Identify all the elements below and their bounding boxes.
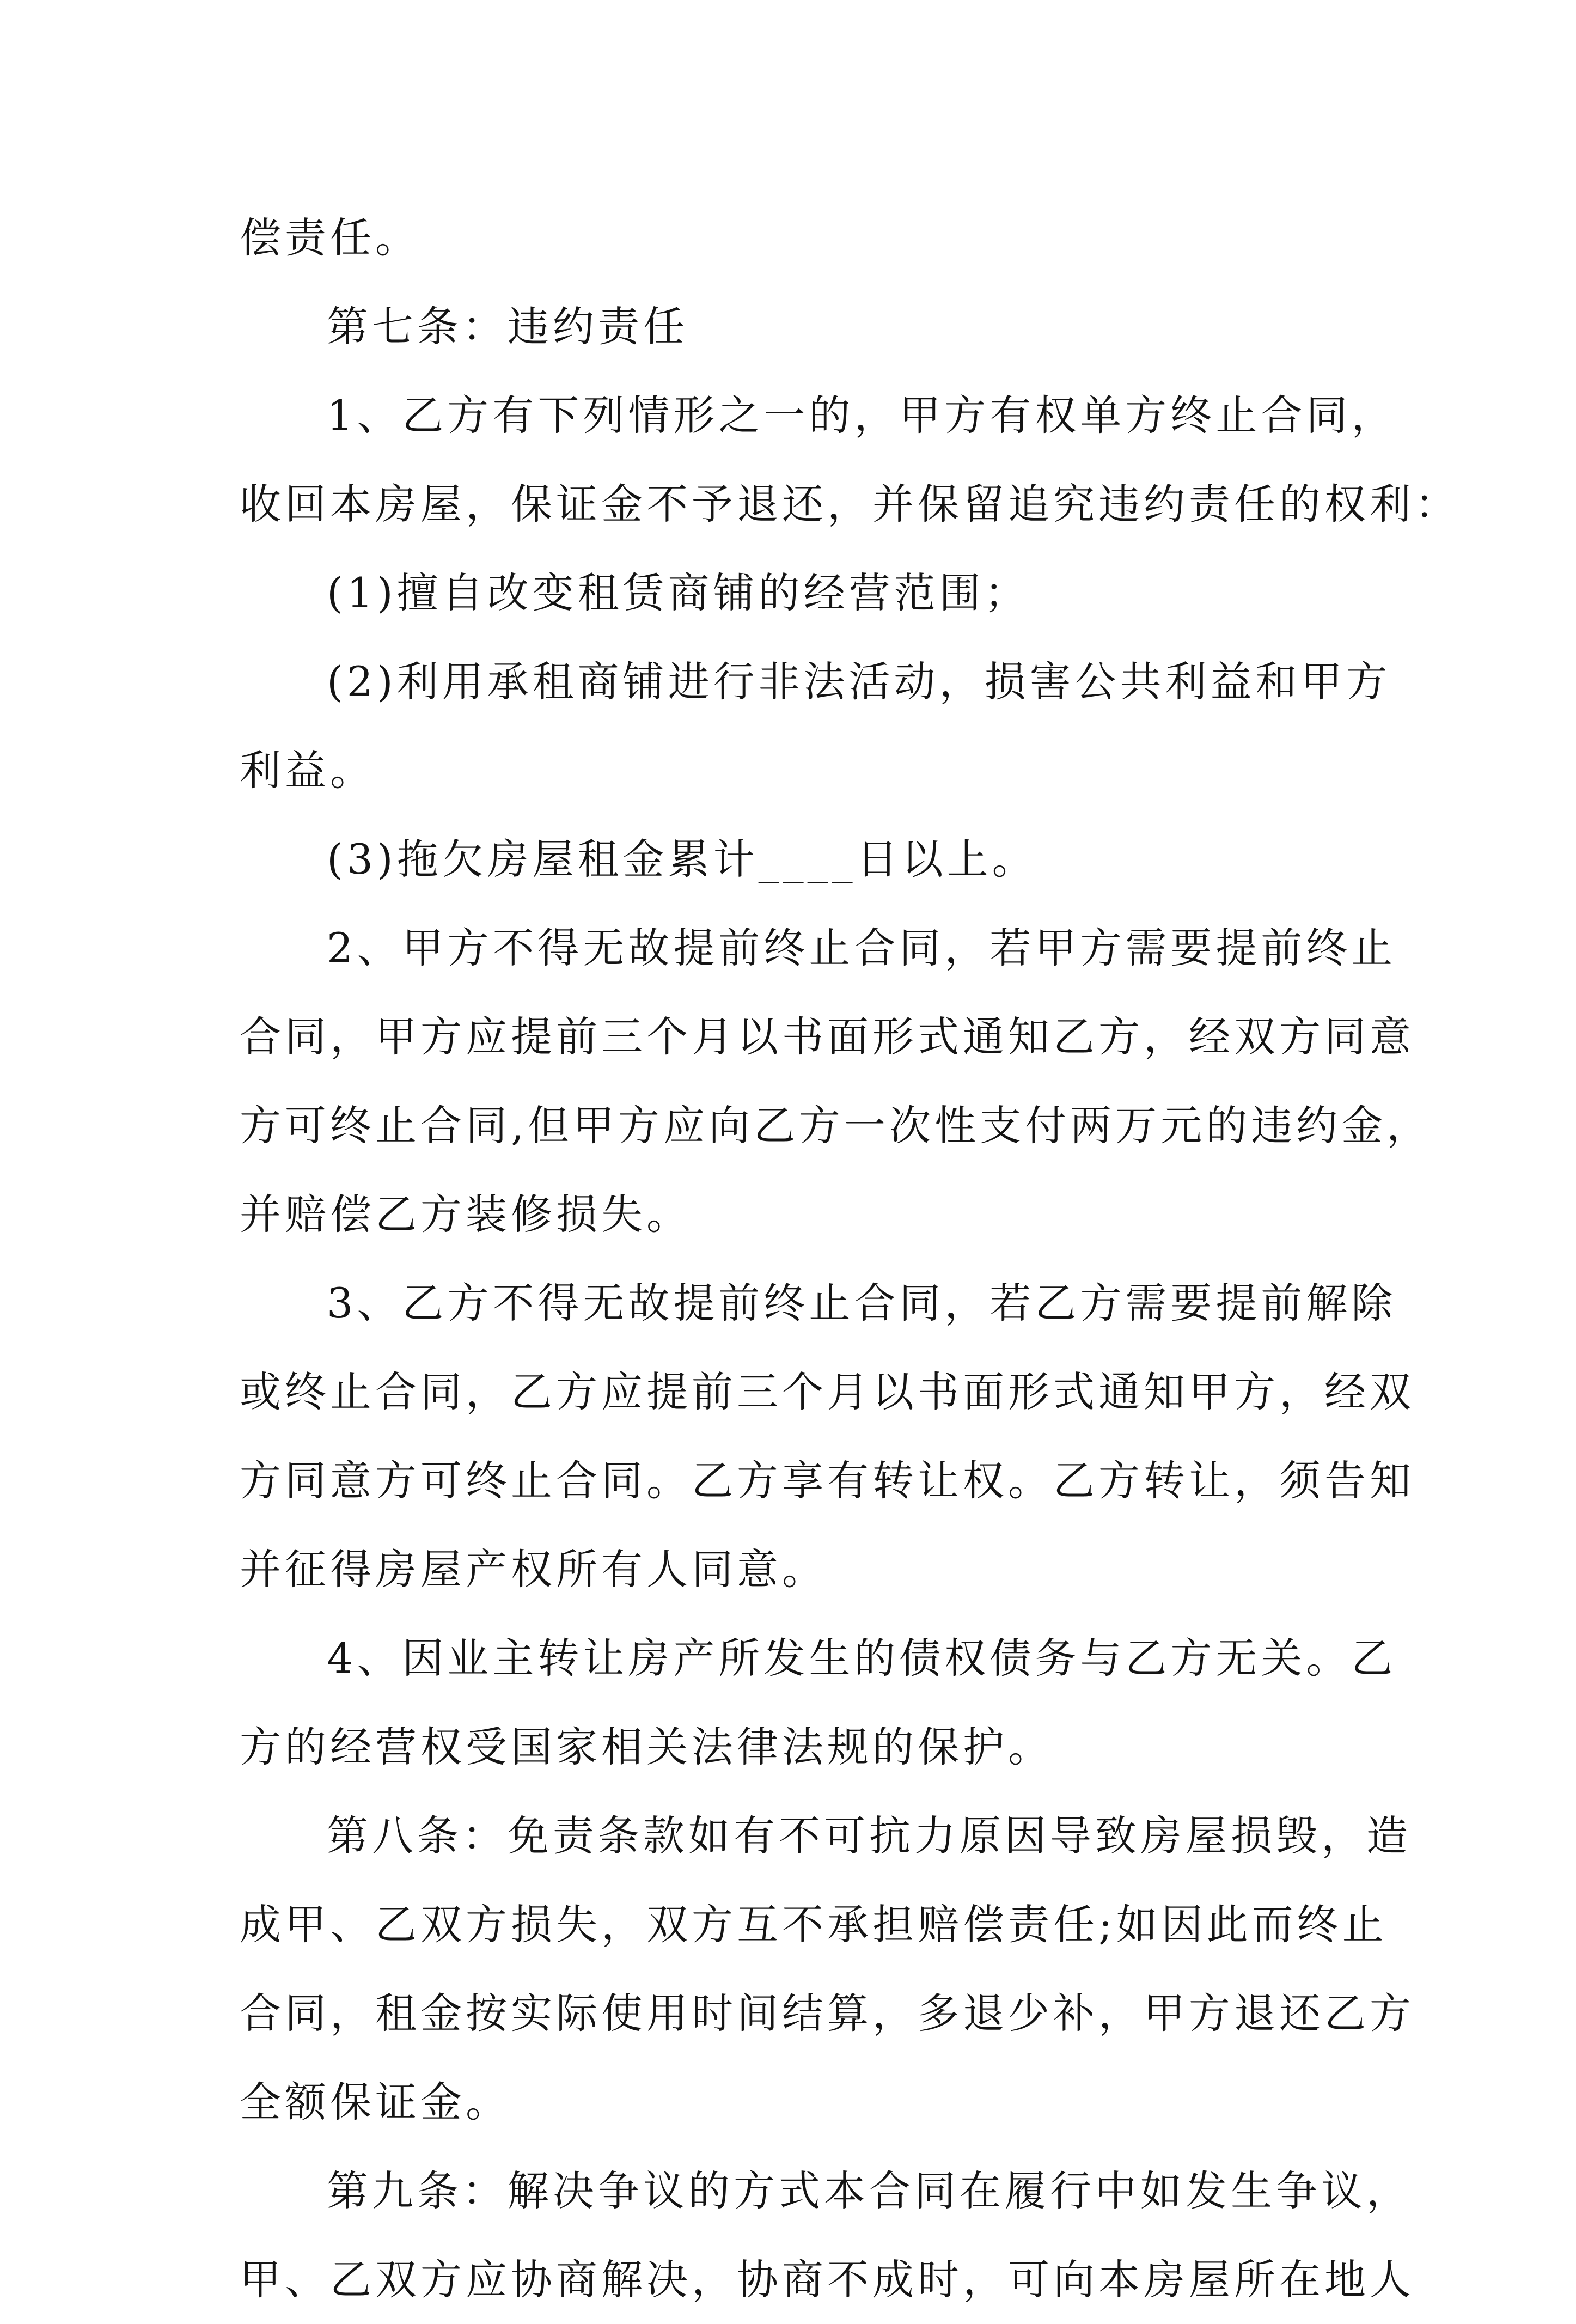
text-line: 第八条：免责条款如有不可抗力原因导致房屋损毁，造 bbox=[327, 1811, 1412, 1860]
paragraph-article-9 bbox=[240, 2146, 1415, 2324]
text-line: 方可终止合同,但甲方应向乙方一次性支付两万元的违约金， bbox=[240, 1101, 1432, 1150]
text-line: (1)擅自改变租赁商铺的经营范围； bbox=[327, 569, 1030, 617]
text-line: 2、甲方不得无故提前终止合同，若甲方需要提前终止 bbox=[327, 924, 1397, 972]
paragraph-compensation-tail bbox=[240, 193, 1334, 282]
text-line: 收回本房屋，保证金不予退还，并保留追究违约责任的权利： bbox=[240, 480, 1460, 528]
paragraph-clause-2 bbox=[240, 904, 1432, 1259]
paragraph-item-2 bbox=[240, 637, 1391, 815]
text-line: 3、乙方不得无故提前终止合同，若乙方需要提前解除 bbox=[327, 1279, 1397, 1327]
paragraph-article-8 bbox=[240, 1791, 1415, 2146]
paragraph-clause-4 bbox=[240, 1614, 1397, 1791]
text-line: 1、乙方有下列情形之一的，甲方有权单方终止合同， bbox=[327, 391, 1397, 440]
text-line: 第七条：违约责任 bbox=[327, 302, 688, 351]
text-line: 甲、乙双方应协商解决，协商不成时，可向本房屋所在地人 bbox=[240, 2255, 1415, 2304]
text-line: 偿责任。 bbox=[240, 214, 420, 262]
text-line: 全额保证金。 bbox=[240, 2078, 511, 2126]
heading-article-7 bbox=[240, 282, 1334, 371]
text-line: 方的经营权受国家相关法律法规的保护。 bbox=[240, 1723, 1053, 1771]
paragraph-item-1 bbox=[240, 548, 1334, 637]
text-line: 合同，租金按实际使用时间结算，多退少补，甲方退还乙方 bbox=[240, 1989, 1415, 2038]
text-line: (2)利用承租商铺进行非法活动，损害公共利益和甲方 bbox=[327, 657, 1391, 706]
contract-body bbox=[240, 193, 1460, 2324]
paragraph-clause-1 bbox=[240, 371, 1460, 548]
text-line: 4、因业主转让房产所发生的债权债务与乙方无关。乙 bbox=[327, 1634, 1397, 1682]
text-line: 利益。 bbox=[240, 746, 375, 795]
paragraph-item-3 bbox=[240, 815, 1334, 904]
text-line: 或终止合同，乙方应提前三个月以书面形式通知甲方，经双 bbox=[240, 1368, 1415, 1416]
text-line: 合同，甲方应提前三个月以书面形式通知乙方，经双方同意 bbox=[240, 1012, 1415, 1061]
text-line: 方同意方可终止合同。乙方享有转让权。乙方转让，须告知 bbox=[240, 1456, 1415, 1505]
text-line: 并征得房屋产权所有人同意。 bbox=[240, 1545, 827, 1594]
text-line: (3)拖欠房屋租金累计____日以上。 bbox=[327, 835, 1037, 883]
text-line: 并赔偿乙方装修损失。 bbox=[240, 1190, 692, 1239]
text-line: 成甲、乙双方损失，双方互不承担赔偿责任;如因此而终止 bbox=[240, 1900, 1388, 1949]
text-line: 第九条：解决争议的方式本合同在履行中如发生争议， bbox=[327, 2167, 1412, 2215]
paragraph-clause-3 bbox=[240, 1259, 1415, 1614]
